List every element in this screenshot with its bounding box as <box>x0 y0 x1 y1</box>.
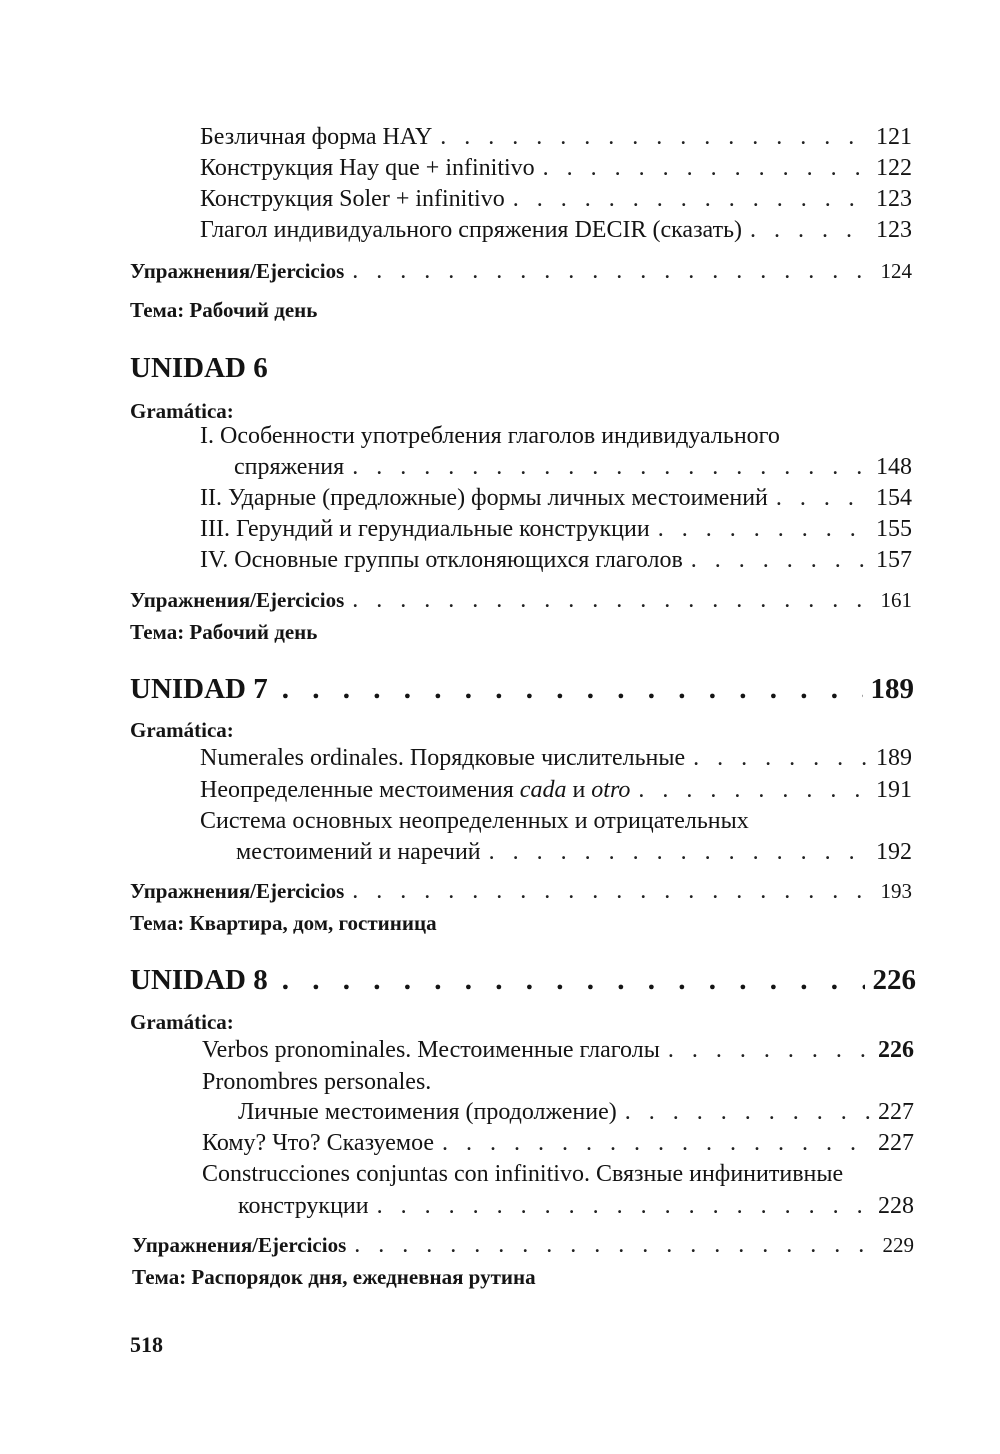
toc-entry <box>200 215 912 245</box>
page-number: 518 <box>130 1332 163 1357</box>
leader-dots <box>282 962 865 998</box>
unit-title: UNIDAD 7 <box>130 673 268 705</box>
toc-entry-title: местоимений и наречий <box>236 839 481 865</box>
toc-entry <box>202 1128 914 1158</box>
toc-entry-page: 189 <box>876 745 912 771</box>
toc-entry-title: Numerales ordinales. Порядковые числительные <box>200 745 686 771</box>
toc-entry-title: Личные местоимения (продолжение) <box>238 1099 617 1125</box>
toc-entry <box>200 775 912 805</box>
leader-dots <box>693 743 870 773</box>
exercises-page: 229 <box>882 1233 914 1257</box>
toc-entry <box>236 837 912 867</box>
exercises-entry <box>132 1230 914 1260</box>
leader-dots <box>513 184 870 214</box>
grammar-label: Gramática: <box>130 718 234 742</box>
exercises-title: Упражнения/Ejercicios <box>130 879 345 903</box>
toc-entry-page: 227 <box>878 1130 914 1156</box>
toc-entry-page: 228 <box>878 1193 914 1219</box>
toc-entry <box>200 514 912 544</box>
exercises-entry <box>130 256 912 286</box>
topic-line: Тема: Квартира, дом, гостиница <box>130 911 437 935</box>
toc-entry <box>200 545 912 575</box>
leader-dots <box>377 1191 872 1221</box>
toc-entry <box>200 122 912 152</box>
grammar-label: Gramática: <box>130 399 234 423</box>
toc-entry-title: Pronombres personales. <box>202 1069 432 1095</box>
exercises-title: Упражнения/Ejercicios <box>130 259 345 283</box>
toc-entry-title: Construcciones conjuntas con infinitivo. Связные инфинитивные <box>202 1161 844 1187</box>
toc-entry-page: 226 <box>878 1037 914 1063</box>
toc-entry-title: Безличная форма HAY <box>200 124 433 150</box>
toc-entry-title: I. Особенности употребления глаголов индивидуального <box>200 423 780 449</box>
toc-entry <box>200 483 912 513</box>
toc-entry <box>202 1035 914 1065</box>
leader-dots <box>282 671 863 707</box>
toc-entry-title: II. Ударные (предложные) формы личных местоимений <box>200 485 768 511</box>
leader-dots <box>440 122 870 152</box>
leader-dots <box>543 153 870 183</box>
toc-entry <box>200 184 912 214</box>
toc-entry-title: спряжения <box>234 454 345 480</box>
leader-dots <box>776 483 870 513</box>
toc-entry-page: 154 <box>876 485 912 511</box>
unit-heading <box>130 962 916 998</box>
exercises-entry <box>130 876 912 906</box>
toc-entry-title: IV. Основные группы отклоняющихся глаголов <box>200 547 683 573</box>
toc-entry <box>200 153 912 183</box>
exercises-page: 193 <box>880 879 912 903</box>
toc-entry-title: конструкции <box>238 1193 369 1219</box>
toc-entry-title: Неопределенные местоимения cada и otro <box>200 777 631 803</box>
leader-dots <box>352 585 874 615</box>
toc-entry-title: Глагол индивидуального спряжения DECIR (сказать) <box>200 217 743 243</box>
toc-entry-page: 123 <box>876 217 912 243</box>
toc-entry-page: 122 <box>876 155 912 181</box>
toc-entry-page: 227 <box>878 1099 914 1125</box>
toc-entry-page: 121 <box>876 124 912 150</box>
toc-entry <box>234 452 912 482</box>
toc-entry-page: 192 <box>876 839 912 865</box>
exercises-title: Упражнения/Ejercicios <box>130 588 345 612</box>
toc-entry <box>238 1097 914 1127</box>
leader-dots <box>668 1035 872 1065</box>
unit-page: 226 <box>872 964 916 996</box>
leader-dots <box>352 876 874 906</box>
leader-dots <box>625 1097 872 1127</box>
leader-dots <box>352 256 874 286</box>
toc-entry-page: 155 <box>876 516 912 542</box>
toc-entry-page: 148 <box>876 454 912 480</box>
toc-entry-page: 123 <box>876 186 912 212</box>
leader-dots <box>354 1230 876 1260</box>
unit-heading: UNIDAD 6 <box>130 352 268 384</box>
toc-entry <box>238 1191 914 1221</box>
toc-entry-page: 191 <box>876 777 912 803</box>
unit-heading <box>130 671 914 707</box>
topic-line: Тема: Распорядок дня, ежедневная рутина <box>132 1265 536 1289</box>
exercises-title: Упражнения/Ejercicios <box>132 1233 347 1257</box>
leader-dots <box>638 775 870 805</box>
toc-entry-page: 157 <box>876 547 912 573</box>
exercises-entry <box>130 585 912 615</box>
leader-dots <box>691 545 870 575</box>
toc-entry-title: Кому? Что? Сказуемое <box>202 1130 435 1156</box>
toc-entry-title: Конструкция Soler + infinitivo <box>200 186 505 212</box>
exercises-page: 124 <box>880 259 912 283</box>
leader-dots <box>442 1128 872 1158</box>
leader-dots <box>489 837 870 867</box>
leader-dots <box>658 514 870 544</box>
toc-entry-title: III. Герундий и герундиальные конструкции <box>200 516 650 542</box>
leader-dots <box>750 215 870 245</box>
toc-entry-title: Конструкция Hay que + infinitivo <box>200 155 535 181</box>
topic-line: Тема: Рабочий день <box>130 298 318 322</box>
toc-entry-title: Verbos pronominales. Местоименные глаголы <box>202 1037 660 1063</box>
topic-line: Тема: Рабочий день <box>130 620 318 644</box>
grammar-label: Gramática: <box>130 1010 234 1034</box>
unit-page: 189 <box>870 673 914 705</box>
unit-title: UNIDAD 8 <box>130 964 268 996</box>
toc-entry-title: Система основных неопределенных и отрицательных <box>200 808 749 834</box>
exercises-page: 161 <box>880 588 912 612</box>
toc-entry <box>200 743 912 773</box>
leader-dots <box>352 452 870 482</box>
